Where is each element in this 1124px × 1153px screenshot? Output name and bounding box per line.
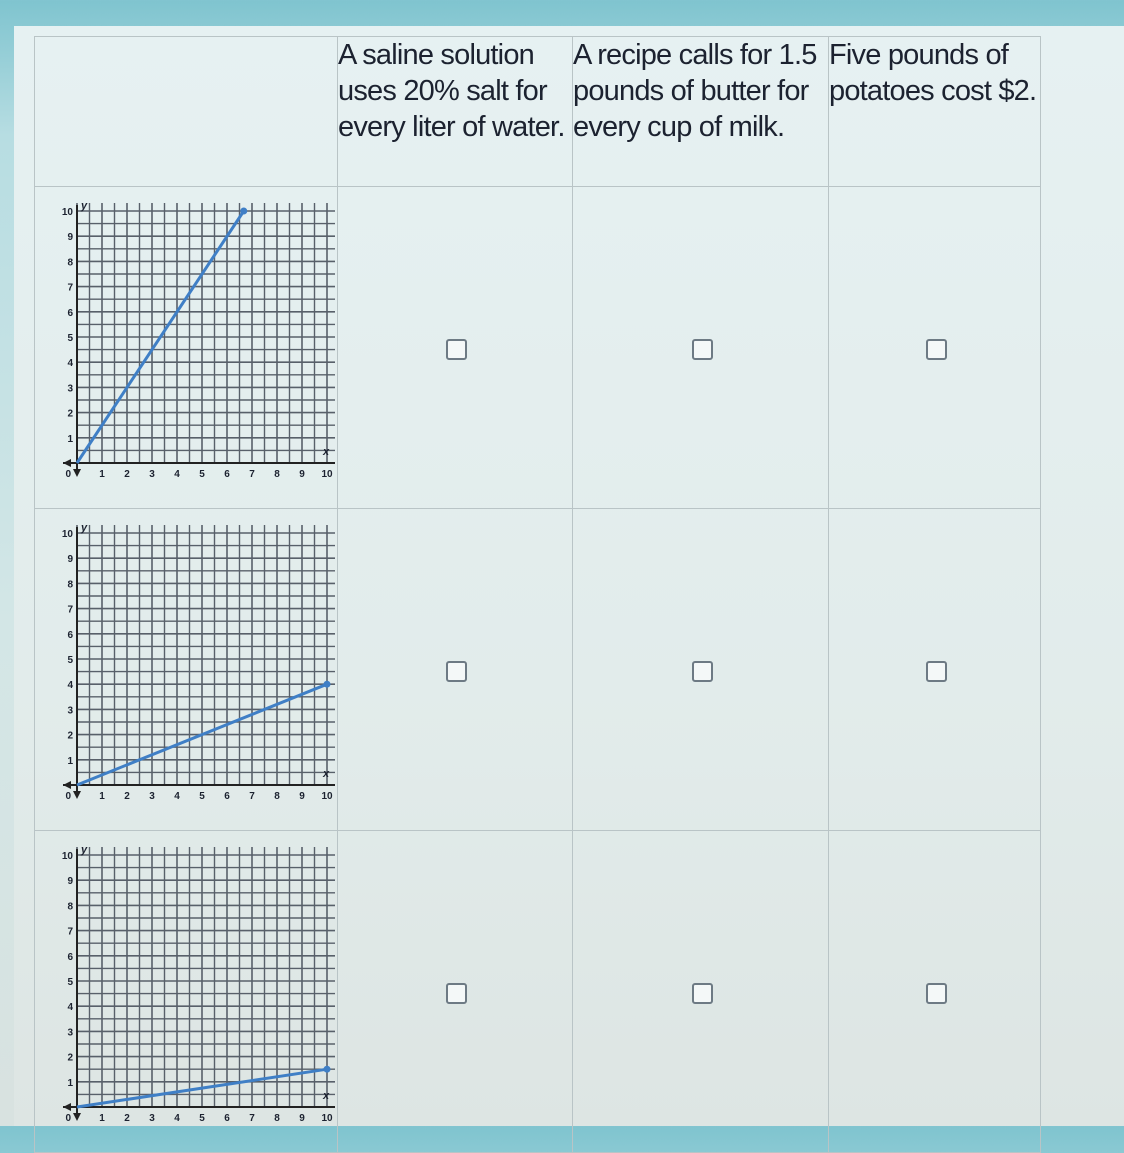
x-tick-label: 5 bbox=[199, 469, 205, 480]
x-tick-label: 7 bbox=[249, 469, 255, 480]
x-tick-label: 10 bbox=[321, 791, 333, 802]
checkbox-row3-potatoes[interactable] bbox=[926, 983, 947, 1004]
series-endpoint bbox=[324, 1066, 331, 1073]
y-tick-label: 9 bbox=[67, 876, 73, 888]
y-tick-label: 6 bbox=[67, 629, 73, 641]
x-tick-label: 1 bbox=[99, 791, 105, 802]
checkbox-row1-recipe[interactable] bbox=[692, 339, 713, 360]
x-tick-label: 4 bbox=[174, 469, 180, 480]
y-axis-label: y bbox=[81, 844, 88, 856]
y-tick-label: 6 bbox=[67, 951, 73, 963]
y-tick-label: 10 bbox=[61, 851, 73, 862]
y-tick-label: 1 bbox=[67, 1077, 73, 1089]
y-tick-label: 2 bbox=[67, 730, 73, 742]
x-axis-label: x bbox=[323, 768, 330, 780]
y-axis-label: y bbox=[81, 200, 88, 212]
x-tick-label: 10 bbox=[321, 469, 333, 480]
x-tick-label: 6 bbox=[224, 791, 230, 802]
y-tick-label: 7 bbox=[67, 926, 73, 938]
checkbox-row2-saline[interactable] bbox=[446, 661, 467, 682]
x-axis-label: x bbox=[323, 446, 330, 458]
header-row bbox=[35, 37, 1041, 187]
y-tick-label: 2 bbox=[67, 408, 73, 420]
table-row bbox=[35, 187, 1041, 509]
x-tick-label: 10 bbox=[321, 1113, 333, 1124]
graph-cell-1 bbox=[35, 187, 338, 509]
origin-label: 0 bbox=[65, 1113, 71, 1124]
x-tick-label: 2 bbox=[124, 791, 130, 802]
y-tick-label: 5 bbox=[67, 333, 73, 344]
y-tick-label: 8 bbox=[67, 579, 73, 591]
y-tick-label: 6 bbox=[67, 307, 73, 319]
x-tick-label: 6 bbox=[224, 469, 230, 480]
y-tick-label: 5 bbox=[67, 977, 73, 988]
y-tick-label: 9 bbox=[67, 554, 73, 566]
graph-2 bbox=[35, 509, 337, 825]
y-tick-label: 4 bbox=[67, 1002, 73, 1014]
x-tick-label: 1 bbox=[99, 469, 105, 480]
x-tick-label: 7 bbox=[249, 1113, 255, 1124]
table-row bbox=[35, 509, 1041, 831]
checkbox-row2-recipe[interactable] bbox=[692, 661, 713, 682]
x-tick-label: 5 bbox=[199, 791, 205, 802]
y-tick-label: 3 bbox=[67, 1027, 73, 1039]
y-tick-label: 7 bbox=[67, 604, 73, 616]
checkbox-row2-potatoes[interactable] bbox=[926, 661, 947, 682]
x-tick-label: 9 bbox=[299, 791, 305, 802]
checkbox-row1-saline[interactable] bbox=[446, 339, 467, 360]
y-tick-label: 2 bbox=[67, 1052, 73, 1064]
x-tick-label: 2 bbox=[124, 469, 130, 480]
x-tick-label: 8 bbox=[274, 791, 280, 802]
x-tick-label: 6 bbox=[224, 1113, 230, 1124]
grid bbox=[77, 525, 335, 785]
x-axis-label: x bbox=[323, 1090, 330, 1102]
x-tick-label: 4 bbox=[174, 1113, 180, 1124]
x-axis-arrow bbox=[63, 459, 71, 467]
x-tick-label: 9 bbox=[299, 469, 305, 480]
y-tick-label: 3 bbox=[67, 383, 73, 395]
y-tick-label: 4 bbox=[67, 680, 73, 692]
x-tick-label: 3 bbox=[149, 1113, 155, 1124]
graph-1 bbox=[35, 187, 337, 503]
x-tick-label: 4 bbox=[174, 791, 180, 802]
header-recipe: A recipe calls for 1.5 pounds of butter for every cup of milk. bbox=[573, 37, 829, 187]
y-tick-label: 4 bbox=[67, 358, 73, 370]
x-tick-label: 3 bbox=[149, 791, 155, 802]
origin-label: 0 bbox=[65, 469, 71, 480]
y-tick-label: 5 bbox=[67, 655, 73, 666]
x-tick-label: 9 bbox=[299, 1113, 305, 1124]
graph-cell-2 bbox=[35, 509, 338, 831]
checkbox-row3-recipe[interactable] bbox=[692, 983, 713, 1004]
y-axis-arrow bbox=[73, 469, 81, 477]
y-tick-label: 8 bbox=[67, 901, 73, 913]
y-tick-label: 1 bbox=[67, 433, 73, 445]
series-endpoint bbox=[240, 208, 247, 215]
y-tick-label: 9 bbox=[67, 232, 73, 244]
x-tick-label: 3 bbox=[149, 469, 155, 480]
corner-cell bbox=[35, 37, 338, 187]
x-tick-label: 7 bbox=[249, 791, 255, 802]
origin-label: 0 bbox=[65, 791, 71, 802]
x-tick-label: 8 bbox=[274, 469, 280, 480]
x-axis-arrow bbox=[63, 1103, 71, 1111]
y-tick-label: 10 bbox=[61, 529, 73, 540]
y-axis-label: y bbox=[81, 522, 88, 534]
y-axis-arrow bbox=[73, 1113, 81, 1121]
matching-worksheet bbox=[14, 26, 1124, 1126]
graph-3 bbox=[35, 831, 337, 1147]
checkbox-row1-potatoes[interactable] bbox=[926, 339, 947, 360]
grid bbox=[77, 203, 335, 463]
table-row bbox=[35, 831, 1041, 1153]
x-tick-label: 8 bbox=[274, 1113, 280, 1124]
grid bbox=[77, 847, 335, 1107]
x-tick-label: 2 bbox=[124, 1113, 130, 1124]
y-tick-label: 10 bbox=[61, 207, 73, 218]
x-tick-label: 5 bbox=[199, 1113, 205, 1124]
matching-table bbox=[34, 36, 1041, 1153]
y-tick-label: 3 bbox=[67, 705, 73, 717]
header-potatoes: Five pounds of potatoes cost $2. bbox=[829, 37, 1041, 187]
x-axis-arrow bbox=[63, 781, 71, 789]
y-tick-label: 1 bbox=[67, 755, 73, 767]
checkbox-row3-saline[interactable] bbox=[446, 983, 467, 1004]
graph-cell-3 bbox=[35, 831, 338, 1153]
x-tick-label: 1 bbox=[99, 1113, 105, 1124]
header-saline: A saline solution uses 20% salt for every liter of water. bbox=[338, 37, 573, 187]
y-tick-label: 7 bbox=[67, 282, 73, 294]
y-tick-label: 8 bbox=[67, 257, 73, 269]
y-axis-arrow bbox=[73, 791, 81, 799]
series-endpoint bbox=[324, 681, 331, 688]
